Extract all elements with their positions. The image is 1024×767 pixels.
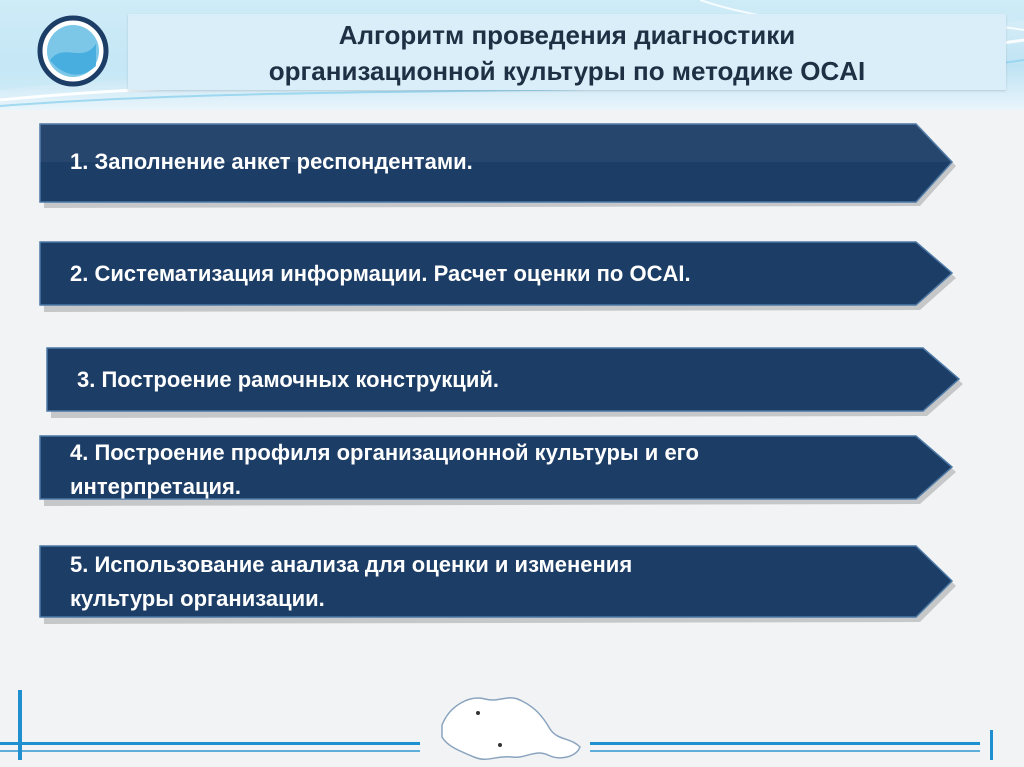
step-4-line-2: интерпретация. (70, 474, 241, 499)
circle-logo-icon (36, 14, 110, 88)
step-4-text (70, 436, 699, 504)
step-5 (40, 544, 960, 624)
step-5-line-2: культуры организации. (70, 586, 325, 611)
step-4 (40, 434, 960, 514)
step-3-text (77, 363, 499, 397)
step-2-line-1: 2. Систематизация информации. Расчет оценки по OCAI. (70, 261, 691, 286)
region-map-icon (430, 685, 590, 767)
step-1-line-1: 1. Заполнение анкет респондентами. (70, 149, 473, 174)
step-3-line-1: 3. Построение рамочных конструкций. (77, 367, 499, 392)
step-5-text (70, 548, 632, 616)
title-line-1: Алгоритм проведения диагностики (338, 20, 796, 50)
step-2-text (70, 257, 691, 291)
page-title (128, 17, 1006, 89)
step-2 (40, 240, 960, 320)
step-4-line-1: 4. Построение профиля организационной культуры и его (70, 440, 699, 465)
step-5-line-1: 5. Использование анализа для оценки и изменения (70, 552, 633, 577)
step-3 (47, 346, 967, 426)
footer-vertical-bar-right (990, 730, 993, 760)
step-1-text (70, 145, 473, 179)
step-1 (40, 122, 960, 202)
footer-line-right-2 (580, 750, 980, 752)
footer-line-right-1 (580, 742, 980, 745)
footer-line-left-1 (0, 742, 420, 745)
footer-line-left-2 (0, 750, 420, 752)
title-line-2: организационной культуры по методике OCAI (268, 56, 866, 86)
